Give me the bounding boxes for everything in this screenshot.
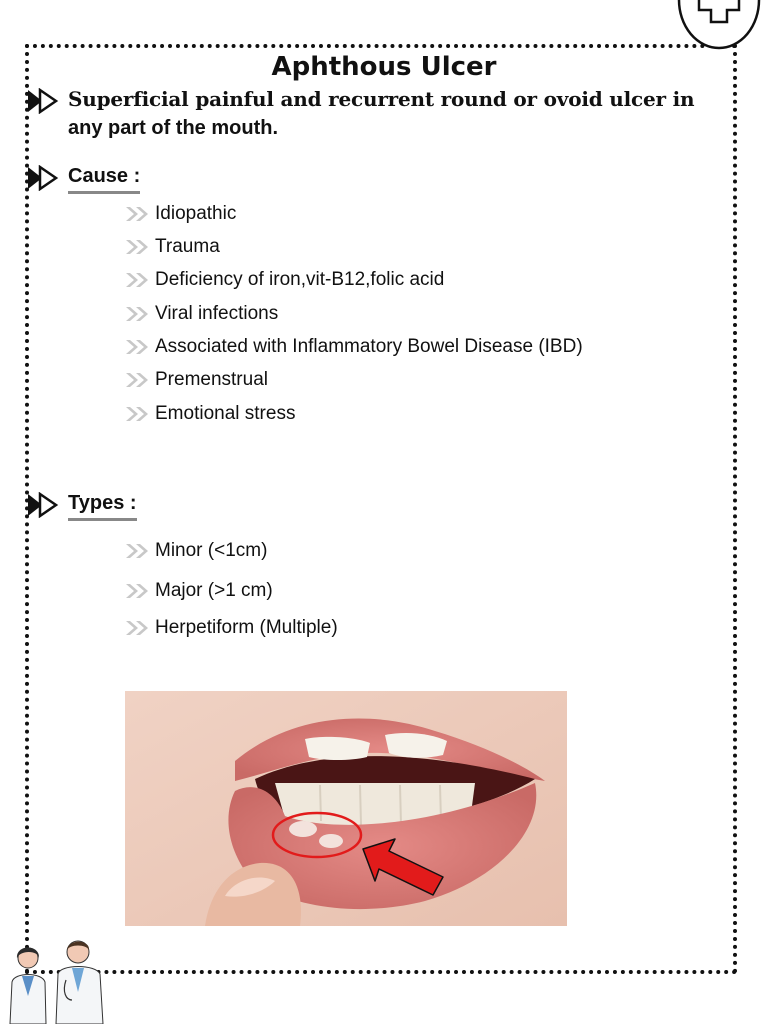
page-title: Aphthous Ulcer: [271, 52, 497, 82]
double-chevron-icon: [124, 271, 152, 289]
cause-item: [124, 236, 220, 258]
type-item: [124, 580, 273, 602]
intro-definition: [68, 85, 708, 143]
double-arrow-icon: [26, 492, 62, 518]
mouth-ulcer-photo: [125, 691, 567, 926]
double-chevron-icon: [124, 305, 152, 323]
double-chevron-icon: [124, 405, 152, 423]
type-item: [124, 617, 338, 639]
cause-item: [124, 303, 278, 325]
intro-line-1: Superficial painful and recurrent round or ovoid ulcer in: [68, 87, 695, 111]
cause-item: [124, 269, 444, 291]
double-arrow-icon: [26, 88, 62, 114]
cause-item-label: Associated with Inflammatory Bowel Disease (IBD): [155, 336, 583, 357]
cause-heading: Cause :: [68, 165, 140, 194]
cause-item-label: Viral infections: [155, 303, 279, 324]
type-item-label: Minor (<1cm): [155, 540, 268, 561]
cause-item-label: Deficiency of iron,vit-B12,folic acid: [155, 269, 445, 290]
cause-item: [124, 369, 268, 391]
cause-item-label: Idiopathic: [155, 203, 237, 224]
cause-item: [124, 203, 236, 225]
double-chevron-icon: [124, 338, 152, 356]
types-heading: Types :: [68, 492, 137, 521]
double-chevron-icon: [124, 205, 152, 223]
type-item: [124, 540, 267, 562]
double-chevron-icon: [124, 371, 152, 389]
double-chevron-icon: [124, 238, 152, 256]
type-item-label: Major (>1 cm): [155, 580, 273, 601]
doctors-illustration: [0, 936, 118, 1024]
double-chevron-icon: [124, 582, 152, 600]
type-item-label: Herpetiform (Multiple): [155, 617, 338, 638]
intro-line-2: any part of the mouth.: [68, 117, 278, 139]
cause-item-label: Premenstrual: [155, 369, 268, 390]
medical-cross-icon: [677, 0, 761, 52]
cause-item: [124, 403, 295, 425]
double-arrow-icon: [26, 165, 62, 191]
cause-item-label: Emotional stress: [155, 403, 296, 424]
double-chevron-icon: [124, 542, 152, 560]
cause-item-label: Trauma: [155, 236, 220, 257]
double-chevron-icon: [124, 619, 152, 637]
cause-item: [124, 336, 583, 358]
